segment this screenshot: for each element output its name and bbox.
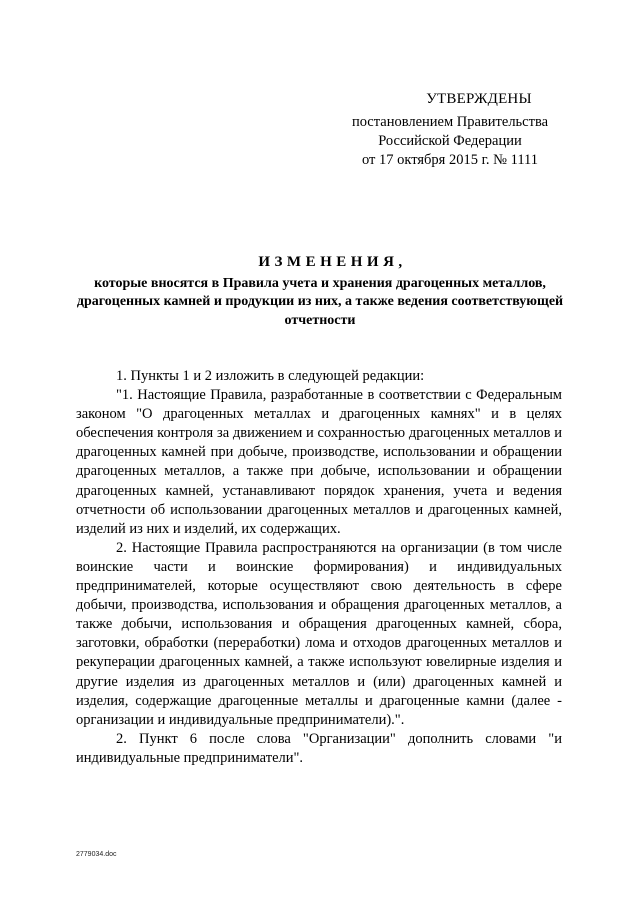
- approval-approved: УТВЕРЖДЕНЫ: [426, 91, 532, 107]
- document-heading: [60, 253, 580, 330]
- paragraph-3: 2. Настоящие Правила распространяются на организации (в том числе воинские части и воинские формирования) и индивидуальных предпринимателей, которые осуществляют свою деятельность в сфере добычи, производства, использования и обращения драгоценных металлов, а также добычи, использования и обращения драгоценных камней, сбора, заготовки, обработки (переработки) лома и отходов драгоценных металлов и рекуперации драгоценных камней, а также используют ювелирные изделия и другие изделия из драгоценных металлов и (или) драгоценных камней и изделия, содержащие драгоценные металлы и драгоценные камни (далее - организации и индивидуальные предприниматели).".: [76, 539, 562, 728]
- document-body: [76, 367, 562, 768]
- paragraph-1: 1. Пункты 1 и 2 изложить в следующей редакции:: [116, 368, 425, 384]
- approval-block: [300, 90, 600, 170]
- approval-line-3: от 17 октября 2015 г. № 1111: [361, 152, 539, 168]
- document-subtitle: которые вносятся в Правила учета и хранения драгоценных металлов, драгоценных камней и продукции из них, а также ведения соответствующей отчетности: [76, 275, 564, 328]
- approval-line-2: Российской Федерации: [378, 133, 522, 149]
- footer-filename: 2779034.doc: [76, 851, 117, 858]
- paragraph-4: 2. Пункт 6 после слова "Организации" дополнить словами "и индивидуальные предприниматели".: [76, 730, 562, 766]
- paragraph-2: "1. Настоящие Правила, разработанные в соответствии с Федеральным законом "О драгоценных металлах и драгоценных камнях" и в целях обеспечения контроля за движением и сохранностью драгоценных металлов и драгоценных камней при добыче, производстве, использовании и обращении драгоценных металлов, а также при добыче, использовании и обращении драгоценных камней, устанавливают порядок хранения, учета и ведения отчетности об использовании драгоценных металлов и драгоценных камней, изделий из них и изделий, их содержащих.: [76, 387, 562, 537]
- document-title: ИЗМЕНЕНИЯ,: [258, 254, 407, 270]
- approval-line-1: постановлением Правительства: [351, 114, 549, 130]
